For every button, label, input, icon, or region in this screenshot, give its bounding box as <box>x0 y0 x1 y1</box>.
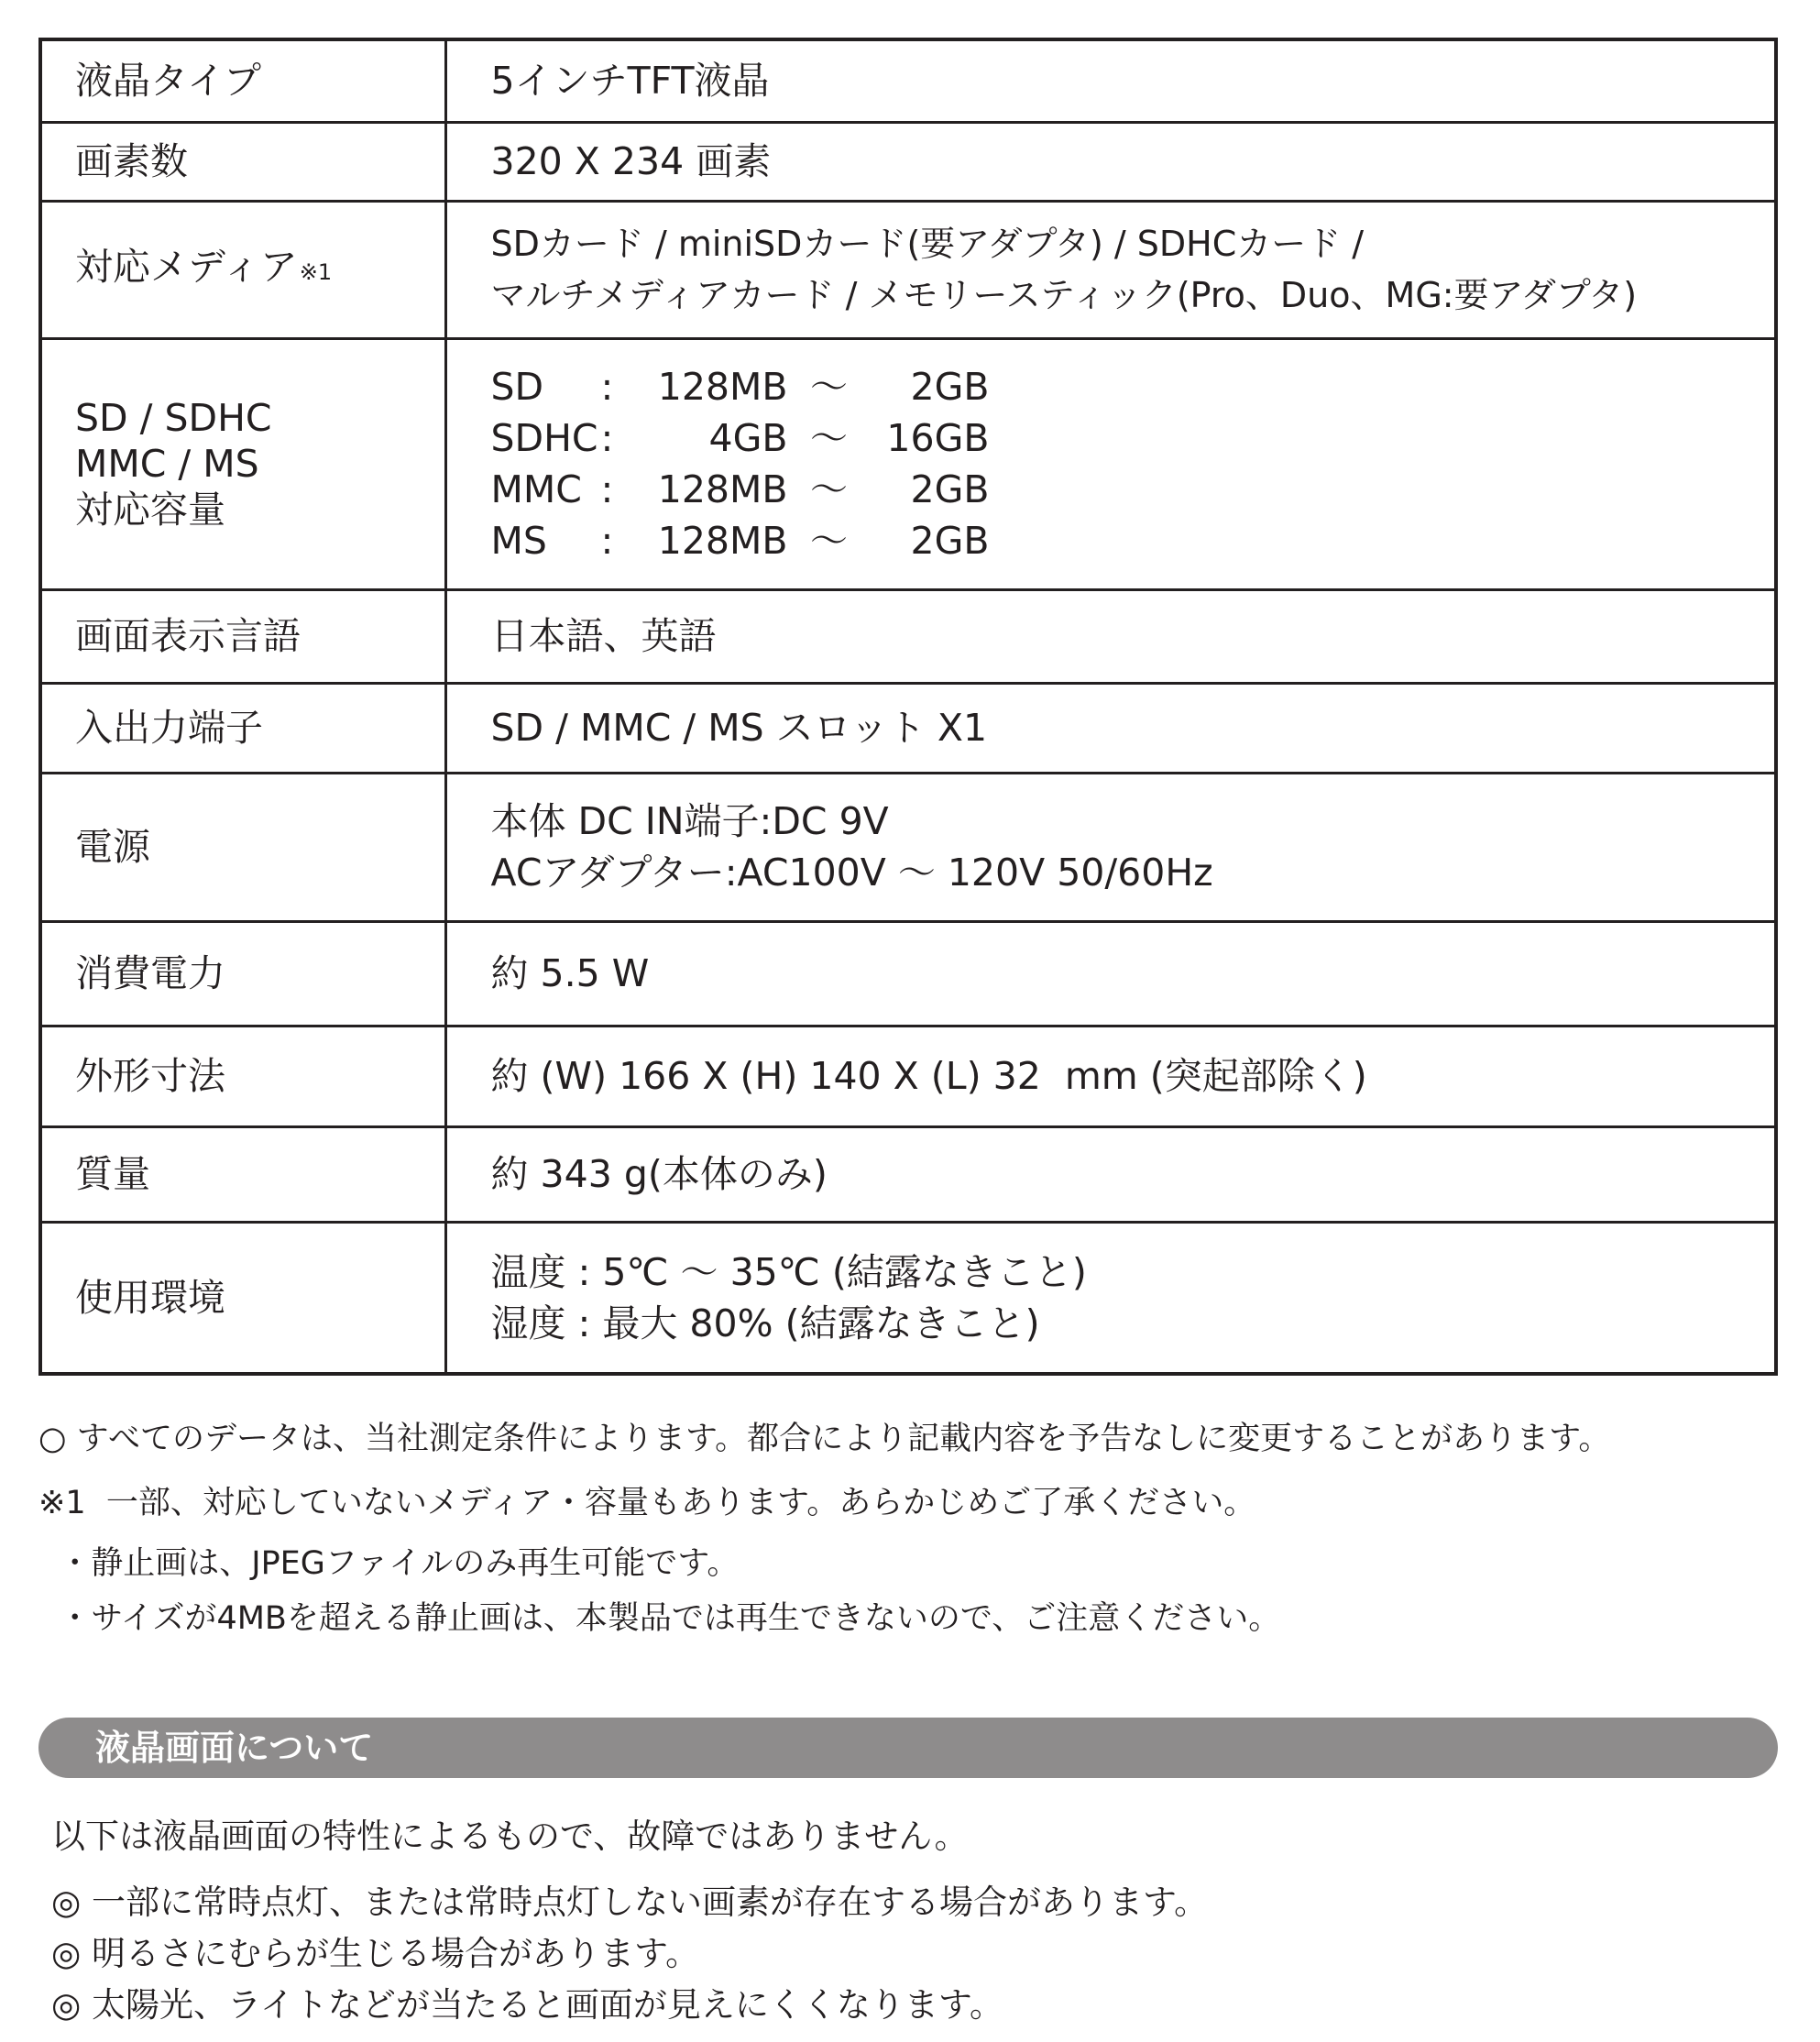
table-row <box>40 122 1776 201</box>
spec-label: 対応メディア※1 <box>40 201 445 338</box>
capacity-row: MS : 128MB 〜 2GB <box>490 519 990 563</box>
table-row <box>40 773 1776 921</box>
section-title: 液晶画面について <box>95 1728 374 1768</box>
table-row <box>40 1126 1776 1222</box>
spec-label: 液晶タイプ <box>40 39 445 122</box>
spec-value: 日本語、英語 <box>445 589 1776 683</box>
spec-label: 電源 <box>40 773 445 921</box>
section-header <box>38 1718 1778 1778</box>
table-row <box>40 589 1776 683</box>
spec-value: 約 5.5 W <box>445 921 1776 1026</box>
spec-value: 320 X 234 画素 <box>445 122 1776 201</box>
table-row <box>40 1222 1776 1374</box>
table-row <box>40 338 1776 589</box>
spec-label: 質量 <box>40 1126 445 1222</box>
spec-table <box>38 38 1778 1376</box>
table-row <box>40 1026 1776 1126</box>
table-row <box>40 201 1776 338</box>
spec-label: 画素数 <box>40 122 445 201</box>
list-item: ◎ 太陽光、ライトなどが当たると画面が見えにくくなります。 <box>51 1985 1003 2025</box>
capacity-row: MMC : 128MB 〜 2GB <box>490 467 990 511</box>
table-row <box>40 921 1776 1026</box>
capacity-list <box>445 338 1776 589</box>
lcd-intro: 以下は液晶画面の特性によるもので、故障ではありません。 <box>51 1817 969 1856</box>
note-line: ○ すべてのデータは、当社測定条件によります。都合により記載内容を予告なしに変更することがあります。 <box>38 1421 1611 1457</box>
capacity-row: SD : 128MB 〜 2GB <box>490 365 990 409</box>
spec-value: 5インチTFT液晶 <box>445 39 1776 122</box>
spec-value: SD / MMC / MS スロット X1 <box>445 683 1776 773</box>
spec-value: 温度 : 5℃ 〜 35℃ (結露なきこと) 湿度 : 最大 80% (結露なきこと) <box>445 1222 1776 1374</box>
footnote-mark: ※1 <box>299 259 333 285</box>
table-row <box>40 683 1776 773</box>
list-item: ◎ 一部に常時点灯、または常時点灯しない画素が存在する場合があります。 <box>51 1883 1209 1922</box>
spec-label: 使用環境 <box>40 1222 445 1374</box>
note-line: ※1 一部、対応していないメディア・容量もあります。あらかじめご了承ください。 <box>38 1485 1256 1521</box>
spec-value: SDカード / miniSDカード(要アダプタ) / SDHCカード / マルチメディアカード / メモリースティック(Pro、Duo、MG:要アダプタ) <box>445 201 1776 338</box>
note-line: ・サイズが4MBを超える静止画は、本製品では再生できないので、ご注意ください。 <box>38 1600 1281 1637</box>
spec-value: 約 (W) 166 X (H) 140 X (L) 32 mm (突起部除く) <box>445 1026 1776 1126</box>
table-row <box>40 39 1776 122</box>
spec-label: 消費電力 <box>40 921 445 1026</box>
list-item: ◎ 明るさにむらが生じる場合があります。 <box>51 1934 700 1973</box>
capacity-row: SDHC: 4GB 〜 16GB <box>490 416 990 460</box>
spec-label: 画面表示言語 <box>40 589 445 683</box>
spec-value: 本体 DC IN端子:DC 9V ACアダプター:AC100V 〜 120V 50/60Hz <box>445 773 1776 921</box>
note-line: ・静止画は、JPEGファイルのみ再生可能です。 <box>38 1545 740 1582</box>
spec-label: 入出力端子 <box>40 683 445 773</box>
spec-label: 外形寸法 <box>40 1026 445 1126</box>
spec-value: 約 343 g(本体のみ) <box>445 1126 1776 1222</box>
spec-label: SD / SDHC MMC / MS 対応容量 <box>40 338 445 589</box>
